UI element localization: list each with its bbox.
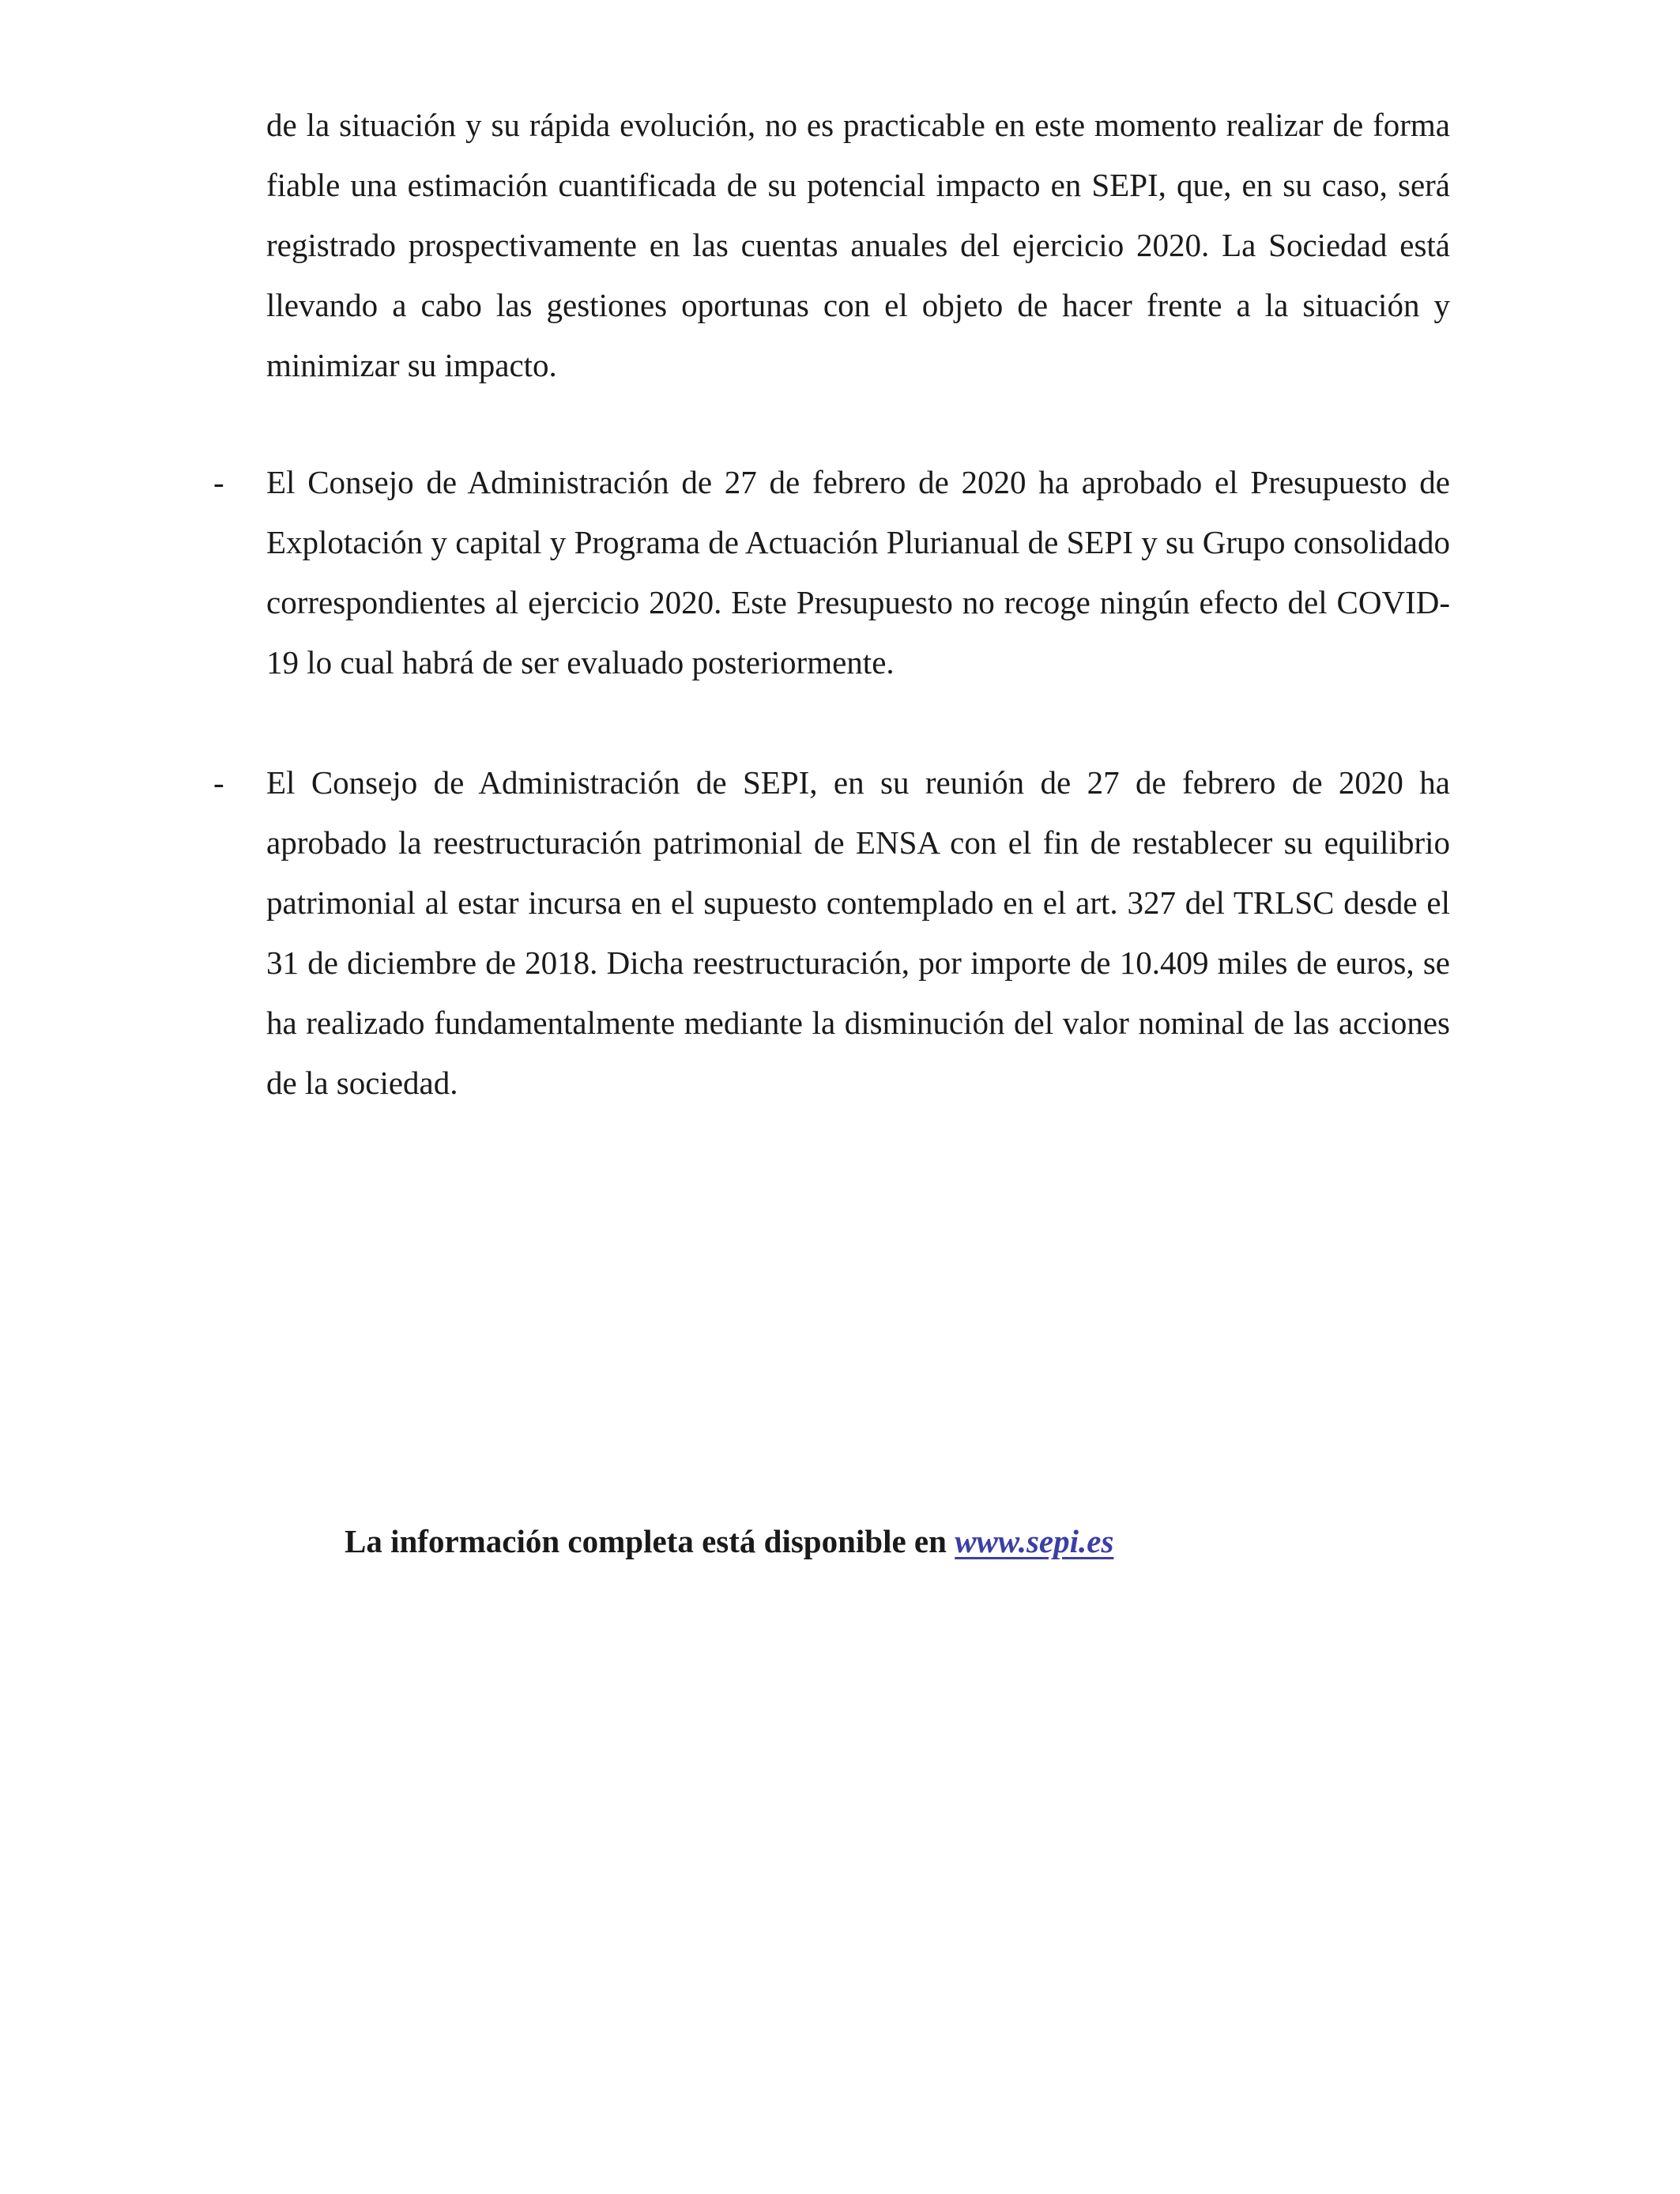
continuation-paragraph: de la situación y su rápida evolución, no es practicable en este momento realizar de forma fiable una estimación cuantificada de su potencial impacto en SEPI, que, en su caso, será registrado prospectivamente en las cuentas anuales del ejercicio 2020. La Sociedad está llevando a cabo las gestiones oportunas con el objeto de hacer frente a la situación y minimizar su impacto. bbox=[266, 107, 1450, 383]
footer-note bbox=[345, 1517, 1113, 1565]
website-link[interactable]: www.sepi.es bbox=[955, 1523, 1114, 1559]
bullet-text: El Consejo de Administración de SEPI, en su reunión de 27 de febrero de 2020 ha aprobado la reestructuración patrimonial de ENSA con el fin de restablecer su equilibrio patrimonial al estar incursa en el supuesto contemplado en el art. 327 del TRLSC desde el 31 de diciembre de 2018. Dicha reestructuración, por importe de 10.409 miles de euros, se ha realizado fundamentalmente mediante la disminución del valor nominal de las acciones de la sociedad. bbox=[266, 764, 1450, 1101]
footer-text: La información completa está disponible en bbox=[345, 1523, 955, 1559]
bullet-text: El Consejo de Administración de 27 de febrero de 2020 ha aprobado el Presupuesto de Explotación y capital y Programa de Actuación Plurianual de SEPI y su Grupo consolidado correspondientes al ejercicio 2020. Este Presupuesto no recoge ningún efecto del COVID-19 lo cual habrá de ser evaluado posteriormente. bbox=[266, 464, 1450, 680]
bullet-marker: - bbox=[213, 464, 224, 500]
bullet-marker: - bbox=[213, 764, 224, 801]
